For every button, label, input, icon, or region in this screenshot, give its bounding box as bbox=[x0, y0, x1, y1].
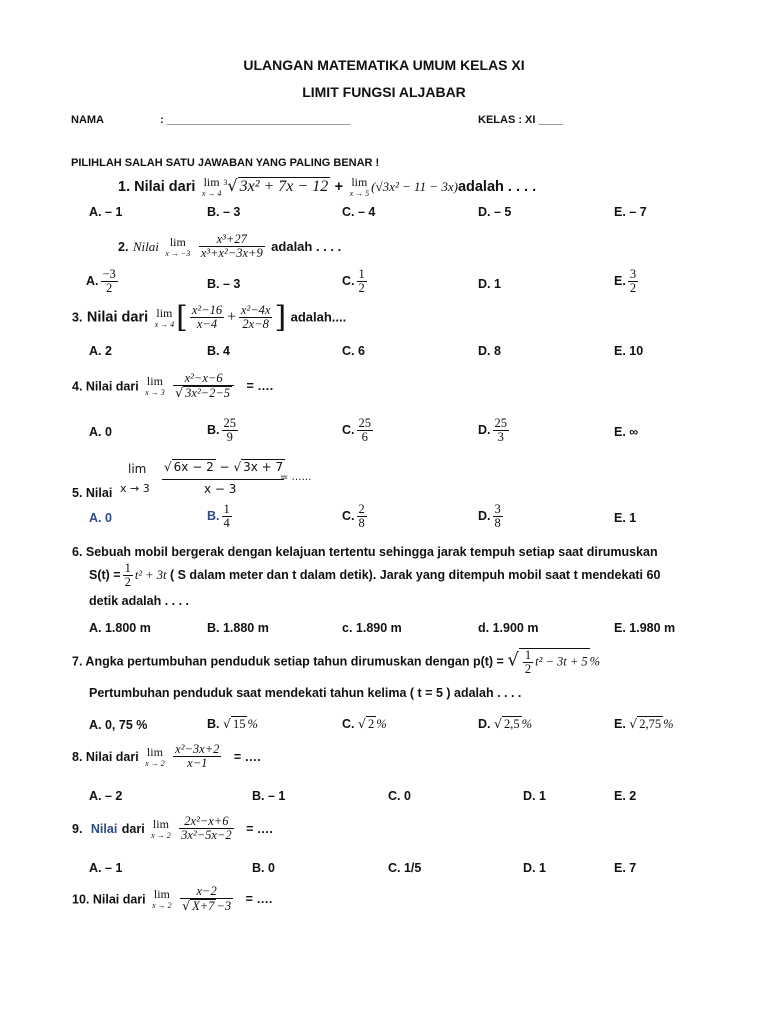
page-title: ULANGAN MATEMATIKA UMUM KELAS XI bbox=[243, 57, 525, 73]
q1-root-index: 3 bbox=[223, 177, 228, 187]
q9-limit: lim x → 2 bbox=[151, 816, 171, 840]
page-subtitle: LIMIT FUNGSI ALJABAR bbox=[302, 84, 466, 100]
q2-lead: 2. bbox=[118, 239, 129, 254]
q9-lead-nilai: Nilai bbox=[90, 821, 118, 836]
q3-option-c[interactable]: C. 6 bbox=[342, 344, 365, 358]
q8-limit: lim x → 2 bbox=[145, 744, 165, 768]
q9-option-a[interactable]: A. – 1 bbox=[89, 861, 123, 875]
q7-line-2: Pertumbuhan penduduk saat mendekati tahun kelima ( t = 5 ) adalah . . . . bbox=[89, 686, 522, 700]
q8-lead: 8. Nilai dari bbox=[72, 749, 139, 764]
q9-option-e[interactable]: E. 7 bbox=[614, 861, 637, 875]
q1-limit-2: lim x → 5 bbox=[349, 175, 370, 198]
q4-tail: = …. bbox=[246, 379, 274, 394]
question-9 bbox=[72, 815, 273, 842]
q6-option-c[interactable]: c. 1.890 m bbox=[342, 621, 402, 635]
q7-option-e[interactable]: E. √ 2,75 % bbox=[614, 716, 674, 731]
question-8 bbox=[72, 743, 261, 770]
q1-cube-root-expr: 3x² + 7x − 12 bbox=[239, 178, 329, 196]
q5-fraction-bar bbox=[162, 479, 284, 480]
q4-option-e[interactable]: E. ∞ bbox=[614, 425, 639, 439]
q3-option-b[interactable]: B. 4 bbox=[207, 344, 230, 358]
q6-line-3: detik adalah . . . . bbox=[89, 594, 190, 608]
q3-fraction-2: $\frac{\text{x²−4x}}{2x-8}$ bbox=[240, 302, 271, 331]
q1-plus: + bbox=[334, 179, 344, 196]
q4-lead: 4. Nilai dari bbox=[72, 379, 139, 394]
question-10 bbox=[72, 885, 272, 913]
q1-lead: 1. Nilai dari bbox=[118, 179, 196, 196]
q3-option-d[interactable]: D. 8 bbox=[478, 344, 501, 358]
q1-tail: adalah . . . . bbox=[457, 179, 537, 196]
q1-option-e[interactable]: E. – 7 bbox=[614, 205, 647, 219]
q1-option-d[interactable]: D. – 5 bbox=[478, 205, 512, 219]
q4-option-b[interactable]: B. $\frac{25}{9}$ bbox=[207, 416, 236, 445]
q6-option-d[interactable]: d. 1.900 m bbox=[478, 621, 539, 635]
question-4 bbox=[72, 372, 273, 400]
q9-option-c[interactable]: C. 1/5 bbox=[388, 861, 422, 875]
q5-numerator: √ 6x − 2 − √ 3x + 7 bbox=[164, 460, 284, 474]
question-3: 3. Nilai dari lim x → 4 [ $\frac{\text{x²−16}}{x-4}$ + $\frac{\text{x²−4x}}{2x-8}$ ] adalah.... bbox=[72, 300, 347, 335]
q8-option-c[interactable]: C. 0 bbox=[388, 789, 411, 803]
q5-option-c[interactable]: C. $\frac{2}{8}$ bbox=[342, 502, 365, 531]
class-label: KELAS : XI ____ bbox=[478, 114, 563, 126]
q5-option-d[interactable]: D. $\frac{3}{8}$ bbox=[478, 502, 501, 531]
q4-option-a[interactable]: A. 0 bbox=[89, 425, 112, 439]
q3-limit: lim x → 4 bbox=[154, 305, 175, 329]
q9-fraction: $\frac{\text{2x²−x+6}}{\text{3x²−5x−2}}$ bbox=[181, 814, 232, 843]
q8-fraction: $\frac{\text{x²−3x+2}}{x-1}$ bbox=[175, 742, 220, 771]
q3-fraction-1: $\frac{\text{x²−16}}{x-4}$ bbox=[191, 302, 223, 331]
q9-option-d[interactable]: D. 1 bbox=[523, 861, 546, 875]
q9-option-b[interactable]: B. 0 bbox=[252, 861, 275, 875]
q10-lead: 10. Nilai dari bbox=[72, 892, 146, 907]
q6-line-2: S(t) = $\frac{1}{2}$ t² + 3t ( S dalam meter dan t dalam detik). Jarak yang ditempuh mobil saat t mendekati 60 bbox=[89, 561, 661, 590]
q5-lead: 5. Nilai bbox=[72, 486, 113, 500]
q2-option-e[interactable]: E. $\frac{3}{2}$ bbox=[614, 267, 637, 296]
q4-fraction: $\frac{\text{x²−x−6}}{\text{√ 3x²−2−5}}$ bbox=[173, 372, 234, 400]
q2-tail: adalah . . . . bbox=[271, 238, 342, 254]
q3-nilai: Nilai dari bbox=[86, 309, 149, 326]
q5-option-b[interactable]: B. $\frac{1}{4}$ bbox=[207, 502, 230, 531]
q1-limit-1: lim x → 4 bbox=[201, 175, 222, 198]
q10-tail: = …. bbox=[245, 892, 273, 907]
q3-lead: 3. bbox=[72, 310, 83, 325]
q9-lead-dari: dari bbox=[121, 821, 145, 836]
q2-fraction: $\frac{\text{x³+27}}{\text{x³+x²−3x+9}}$ bbox=[200, 232, 263, 261]
q2-option-d[interactable]: D. 1 bbox=[478, 277, 501, 291]
q6-option-a[interactable]: A. 1.800 m bbox=[89, 621, 151, 635]
q9-tail: = …. bbox=[246, 821, 273, 836]
right-bracket: ] bbox=[274, 300, 287, 335]
q5-denominator: x − 3 bbox=[204, 482, 237, 496]
name-blank: : ______________________________ bbox=[160, 114, 351, 126]
q2-option-b[interactable]: B. – 3 bbox=[207, 277, 241, 291]
q8-tail: = …. bbox=[233, 749, 261, 764]
q8-option-e[interactable]: E. 2 bbox=[614, 789, 637, 803]
q10-limit: lim x → 2 bbox=[152, 887, 172, 911]
q7-option-c[interactable]: C. √ 2 % bbox=[342, 716, 387, 731]
q5-lim-word: lim bbox=[128, 462, 147, 476]
q4-option-c[interactable]: C. $\frac{25}{6}$ bbox=[342, 416, 371, 445]
q9-lead-number: 9. bbox=[72, 821, 83, 836]
question-1 bbox=[118, 176, 536, 198]
q6-line-1: 6. Sebuah mobil bergerak dengan kelajuan tertentu sehingga jarak tempuh setiap saat dirumuskan bbox=[72, 545, 658, 559]
q2-option-c[interactable]: C. $\frac{1}{2}$ bbox=[342, 267, 365, 296]
q6-option-e[interactable]: E. 1.980 m bbox=[614, 621, 676, 635]
q5-equals: = …… bbox=[280, 472, 312, 483]
q8-option-d[interactable]: D. 1 bbox=[523, 789, 546, 803]
q3-option-a[interactable]: A. 2 bbox=[89, 344, 112, 358]
q7-option-d[interactable]: D. √ 2,5 % bbox=[478, 716, 532, 731]
q5-option-e[interactable]: E. 1 bbox=[614, 511, 637, 525]
q10-fraction: $\frac{x-2}{√ X+7 -3}$ bbox=[182, 884, 232, 914]
q4-limit: lim x → 3 bbox=[145, 374, 165, 398]
question-2 bbox=[118, 233, 341, 260]
q7-option-b[interactable]: B. √ 15 % bbox=[207, 716, 258, 731]
q1-option-c[interactable]: C. – 4 bbox=[342, 205, 376, 219]
q7-option-a[interactable]: A. 0, 75 % bbox=[89, 718, 148, 732]
radical-sign: √ bbox=[227, 176, 238, 196]
q1-expr-2: (√3x² − 11 − 3x) bbox=[371, 179, 458, 195]
q2-nilai: Nilai bbox=[132, 238, 159, 254]
q4-option-d[interactable]: D. $\frac{25}{3}$ bbox=[478, 416, 507, 445]
left-bracket: [ bbox=[176, 300, 188, 335]
q5-option-a[interactable]: A. 0 bbox=[89, 511, 112, 525]
q2-limit: lim x → −3 bbox=[165, 234, 191, 258]
q1-option-b[interactable]: B. – 3 bbox=[207, 205, 241, 219]
q5-lim-sub: x → 3 bbox=[120, 482, 150, 495]
q8-option-b[interactable]: B. – 1 bbox=[252, 789, 286, 803]
q3-option-e[interactable]: E. 10 bbox=[614, 344, 644, 358]
q3-tail: adalah.... bbox=[290, 309, 347, 325]
q8-option-a[interactable]: A. – 2 bbox=[89, 789, 123, 803]
q7-line-1: 7. Angka pertumbuhan penduduk setiap tahun dirumuskan dengan p(t) = √ $\frac{1}{2}$ t² − 3t + 5 % bbox=[72, 648, 601, 677]
q1-option-a[interactable]: A. – 1 bbox=[89, 205, 123, 219]
name-label: NAMA bbox=[71, 114, 104, 126]
instruction: PILIHLAH SALAH SATU JAWABAN YANG PALING BENAR ! bbox=[71, 157, 380, 169]
q6-option-b[interactable]: B. 1.880 m bbox=[207, 621, 269, 635]
q2-option-a[interactable]: A. $\frac{-3}{2}$ bbox=[86, 267, 116, 296]
